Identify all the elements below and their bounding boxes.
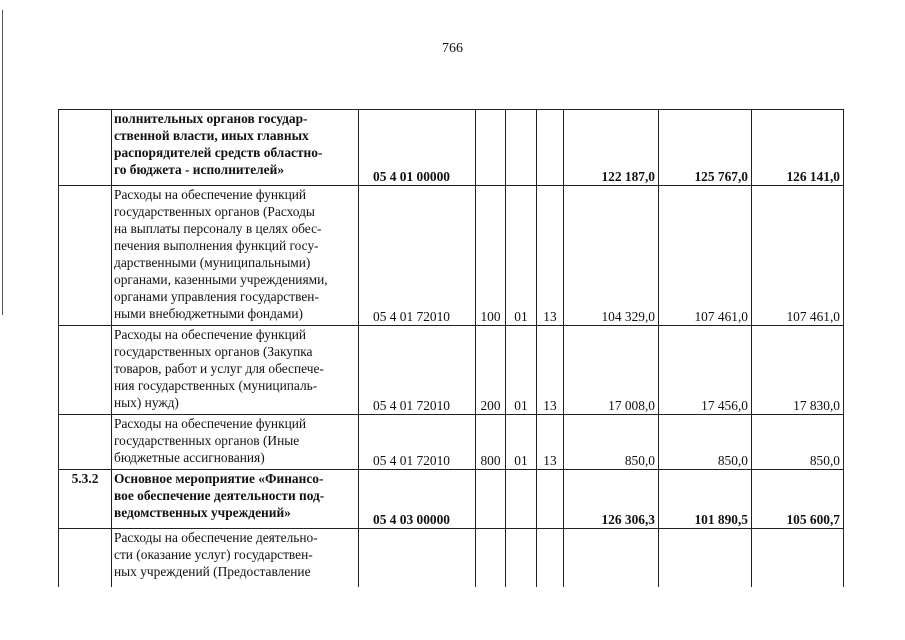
row-amount-year-1: 850,0 [564,415,659,470]
row-subsection: 13 [537,326,564,415]
budget-table [58,109,844,587]
row-expense-type [476,110,506,186]
table-row [59,186,844,326]
row-amount-year-2: 850,0 [659,415,752,470]
table-row [59,110,844,186]
row-amount-year-1: 104 329,0 [564,186,659,326]
row-amount-year-3: 105 600,7 [752,470,844,529]
row-section [506,529,537,587]
row-description: Расходы на обеспечение деятельно- сти (оказание услуг) государствен- ных учреждений (Предоставление [112,529,359,587]
row-amount-year-1: 126 306,3 [564,470,659,529]
row-description: полнительных органов государ- ственной власти, иных главных распорядителей средств областно- го бюджета - исполнителей» [112,110,359,186]
row-code: 05 4 01 00000 [359,110,476,186]
row-amount-year-1: 17 008,0 [564,326,659,415]
row-index [59,415,112,470]
row-expense-type: 200 [476,326,506,415]
row-subsection [537,110,564,186]
row-description: Расходы на обеспечение функций государственных органов (Закупка товаров, работ и услуг для обеспече- ния государственных (муниципаль- ных) нужд) [112,326,359,415]
row-expense-type: 100 [476,186,506,326]
row-subsection: 13 [537,415,564,470]
row-expense-type: 800 [476,415,506,470]
row-amount-year-2: 101 890,5 [659,470,752,529]
row-amount-year-2: 17 456,0 [659,326,752,415]
row-description: Основное мероприятие «Финансо- вое обеспечение деятельности под- ведомственных учреждений» [112,470,359,529]
row-index [59,529,112,587]
row-amount-year-3: 850,0 [752,415,844,470]
row-amount-year-1 [564,529,659,587]
row-expense-type [476,529,506,587]
row-section [506,470,537,529]
row-index [59,110,112,186]
row-code [359,529,476,587]
table-row [59,326,844,415]
row-code: 05 4 03 00000 [359,470,476,529]
row-expense-type [476,470,506,529]
table-row [59,415,844,470]
row-index: 5.3.2 [59,470,112,529]
row-subsection: 13 [537,186,564,326]
row-subsection [537,470,564,529]
table-row [59,470,844,529]
row-amount-year-2 [659,529,752,587]
row-amount-year-1: 122 187,0 [564,110,659,186]
row-description: Расходы на обеспечение функций государственных органов (Иные бюджетные ассигнования) [112,415,359,470]
row-amount-year-3: 17 830,0 [752,326,844,415]
row-section [506,110,537,186]
row-amount-year-3 [752,529,844,587]
row-code: 05 4 01 72010 [359,415,476,470]
row-code: 05 4 01 72010 [359,186,476,326]
row-section: 01 [506,186,537,326]
row-code: 05 4 01 72010 [359,326,476,415]
row-section: 01 [506,326,537,415]
row-amount-year-3: 126 141,0 [752,110,844,186]
row-amount-year-3: 107 461,0 [752,186,844,326]
row-index [59,186,112,326]
row-subsection [537,529,564,587]
row-section: 01 [506,415,537,470]
row-amount-year-2: 107 461,0 [659,186,752,326]
table-row [59,529,844,587]
row-amount-year-2: 125 767,0 [659,110,752,186]
row-description: Расходы на обеспечение функций государственных органов (Расходы на выплаты персоналу в целях обес- печения выполнения функций госу- дарственными (муниципальными) органами, казенными учреждениями, органами управления государствен- ными внебюджетными фондами) [112,186,359,326]
row-index [59,326,112,415]
page-number: 766 [442,41,463,56]
